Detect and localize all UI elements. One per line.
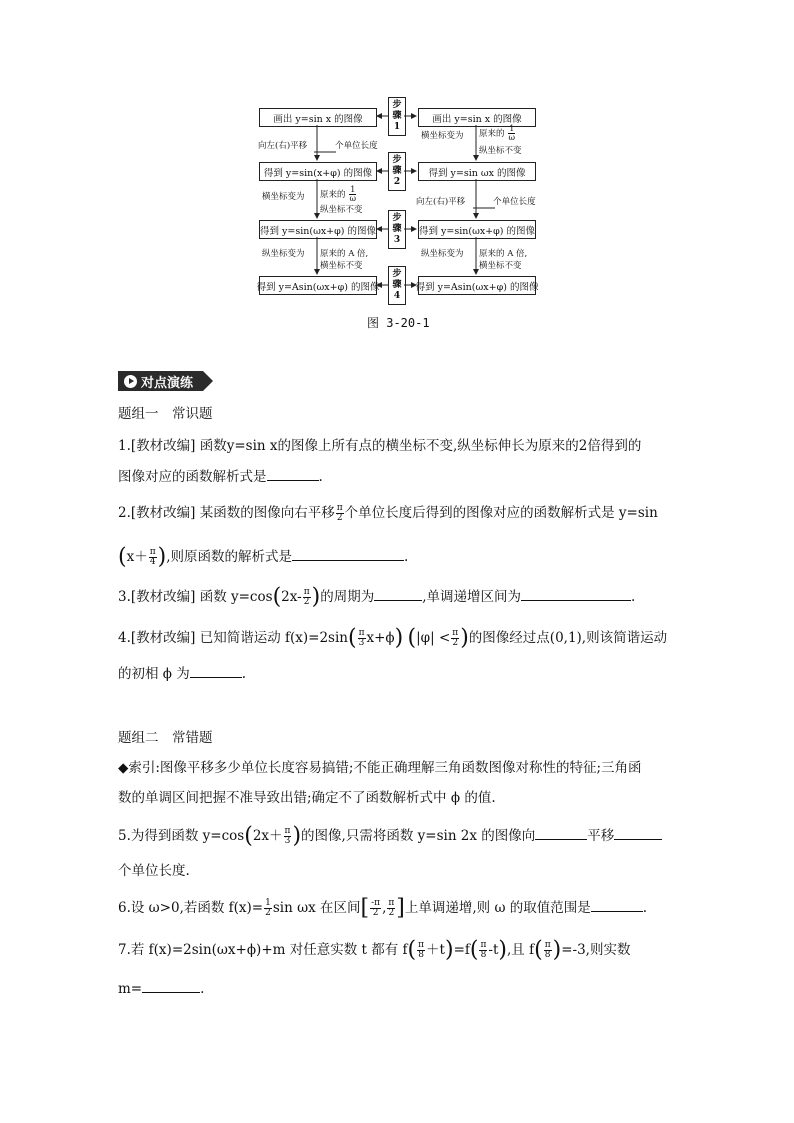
q6b-frac-num: -π [371, 898, 381, 908]
right-box-3: 得到 y=sin(ωx+φ) 的图像 [418, 220, 536, 239]
q4-text-pre: 4.[教材改编] 已知简谐运动 f(x)=2sin [118, 630, 348, 646]
q7-frac3 [544, 941, 552, 960]
q4b-frac-den: 2 [452, 638, 459, 648]
q7-paren1-left: ( [407, 937, 417, 963]
q2-inner: x＋ [126, 549, 148, 565]
q7-frac2 [479, 941, 487, 960]
left-note-2b [320, 186, 357, 203]
flowchart-arrows [0, 0, 794, 330]
section-banner [118, 371, 213, 391]
index-line-b: 数的单调区间把握不准导致出错;确定不了函数解析式中 ϕ 的值. [118, 790, 496, 806]
left-note-2a: 横坐标变为 [262, 192, 305, 202]
q6c-frac-den: 2 [388, 908, 395, 918]
left-note-1-b: 个单位长度 [335, 141, 378, 151]
q4-frac-den: 3 [358, 638, 365, 648]
right-note-2-a: 向左(右)平移 [416, 197, 466, 207]
q3-paren-right: ) [311, 584, 321, 610]
q7-paren3-right: ) [552, 937, 562, 963]
q3-frac-pi-2 [303, 588, 311, 607]
q5-units-blank[interactable] [614, 825, 662, 840]
left-note-3a: 纵坐标变为 [262, 249, 305, 259]
q6-text-post: 上单调递增,则 ω 的取值范围是 [404, 900, 591, 916]
q7-text-pre: 7.若 f(x)=2sin(ωx+ϕ)+m 对任意实数 t 都有 f [118, 942, 408, 958]
q2-paren-right: ) [157, 544, 167, 570]
q3-period-blank[interactable] [374, 586, 422, 601]
right-note-3a: 纵坐标变为 [421, 249, 464, 259]
q5-direction-blank[interactable] [535, 825, 587, 840]
q5-line-a [118, 825, 662, 847]
q4-cond-paren-right: ) [460, 625, 469, 651]
q2-frac-pi-4 [149, 548, 157, 567]
q6c-frac-num: π [388, 898, 395, 908]
q3-paren-left: ( [272, 584, 282, 610]
left-note-3c: 横坐标不变 [320, 261, 363, 271]
q4-text-post: 的图像经过点(0,1),则该简谐运动 [468, 630, 668, 646]
q2-paren-left: ( [118, 544, 127, 570]
q7c-frac-den: 8 [544, 950, 551, 960]
right-box-4: 得到 y=Asin(ωx+φ) 的图像 [418, 276, 536, 295]
q5-paren-left: ( [244, 823, 253, 849]
q6-frac-den: 2 [265, 908, 271, 918]
q4-frac-pi-2 [451, 629, 459, 648]
q6-answer-blank[interactable] [591, 897, 643, 912]
q2b-frac-den: 4 [149, 557, 156, 567]
q7-text-end: =-3,则实数 [561, 942, 631, 958]
q5-text-post: 的图像,只需将函数 y=sin 2x 的图像向 [301, 828, 536, 844]
banner-tip [203, 371, 213, 391]
q2-text-pre: 2.[教材改编] 某函数的图像向右平移 [118, 505, 335, 521]
q2-frac-num: π [336, 503, 343, 513]
q5-frac-num: π [284, 826, 291, 836]
right-note-3c: 横坐标不变 [479, 261, 522, 271]
q3-frac-den: 2 [303, 597, 310, 607]
q6-text-pre: 6.设 ω>0,若函数 f(x)= [118, 900, 264, 916]
q7-paren2-right: ) [498, 937, 507, 963]
right-note-3b: 原来的 A 倍, [479, 249, 528, 259]
group1-title: 题组一 常识题 [118, 406, 213, 422]
q2-text-post: 个单位长度后得到的图像对应的函数解析式是 y=sin [344, 505, 658, 521]
frac-num: 1 [350, 185, 356, 194]
right-note-1c: 纵坐标不变 [479, 146, 522, 156]
q4-text-b: 的初相 ϕ 为 [118, 666, 190, 682]
q5-text-pre: 5.为得到函数 y=cos [118, 828, 245, 844]
q3-text-mid: 的周期为 [320, 589, 375, 605]
step-label-2: 步骤2 [392, 155, 402, 187]
q6-bracket-right: ] [396, 895, 405, 921]
q7-paren3-left: ( [534, 937, 543, 963]
right-note-2 [416, 197, 536, 208]
q4-cond: |φ| < [416, 630, 451, 646]
q4b-frac-num: π [452, 628, 459, 638]
frac-den-right: ω [508, 133, 516, 142]
q1-answer-blank[interactable] [267, 466, 319, 481]
q7-frac1 [417, 941, 425, 960]
q5-paren-right: ) [292, 823, 302, 849]
q6-text-mid: sin ωx 在区间 [272, 900, 361, 916]
q2b-frac-num: π [149, 547, 156, 557]
left-box-3: 得到 y=sin(ωx+φ) 的图像 [259, 220, 377, 239]
q7a-frac-den: 8 [418, 950, 424, 960]
step-label-1: 步骤1 [392, 100, 402, 132]
banner-body [118, 371, 203, 391]
figure-caption: 图 3-20-1 [367, 316, 430, 330]
q3-interval-blank[interactable] [521, 586, 631, 601]
q1-line-a: 1.[教材改编] 函数y=sin x的图像上所有点的横坐标不变,纵坐标伸长为原来的2倍得到的 [118, 438, 642, 454]
q2-line-b: (x＋ $\frac{\pi}{4}$ ),则原函数的解析式是 . [118, 544, 409, 570]
q5-inner: 2x＋ [252, 828, 283, 844]
q6-frac-neg-pi-2 [370, 899, 381, 918]
q2-frac-pi-2 [336, 504, 344, 523]
q2-frac-den: 2 [336, 513, 343, 523]
banner-label: 对点演练 [141, 375, 194, 391]
q3-text-pre: 3.[教材改编] 函数 y=cos [118, 589, 273, 605]
q2-answer-blank[interactable] [292, 546, 404, 561]
q4-paren-left: ( [347, 625, 357, 651]
q7-answer-blank[interactable] [142, 978, 200, 993]
q7-line-a: 7.若 f(x)=2sin(ωx+ϕ)+m 对任意实数 t 都有 f( $\frac{\pi}{8}$ ＋t)=f( $\frac{\pi}{8}$ -t),且 f( $\frac{\pi}{8}$ )=-3,则实数 [118, 937, 631, 963]
q7-line-b: m= . [118, 978, 204, 999]
q7-text-b: m= [118, 981, 143, 997]
left-note-2c: 纵坐标不变 [320, 205, 363, 215]
q6-frac-1-2 [264, 899, 272, 918]
left-box-4: 得到 y=Asin(ωx+φ) 的图像 [259, 276, 377, 295]
q4-paren-right: ) [394, 625, 404, 651]
left-note-1 [258, 141, 378, 152]
q5-frac-pi-3 [284, 827, 292, 846]
left-note-3b: 原来的 A 倍, [320, 249, 369, 259]
q6-frac-pi-2 [387, 899, 395, 918]
step-label-3: 步骤3 [392, 213, 402, 245]
q3-text-mid2: ,单调递增区间为 [422, 589, 521, 605]
q4-answer-blank[interactable] [190, 663, 242, 678]
q1-line-b: 图像对应的函数解析式是 . [118, 466, 323, 487]
q5-frac-den: 3 [284, 836, 291, 846]
q4-frac-num: π [358, 628, 365, 638]
q4-line-b: 的初相 ϕ 为 . [118, 663, 246, 684]
left-note-1-a: 向左(右)平移 [258, 141, 308, 151]
fraction-one-over-omega-right [508, 125, 515, 142]
q2-line-a [118, 503, 658, 523]
q3-line: 3.[教材改编] 函数 y=cos(2x- $\frac{\pi}{2}$ )的周期为 ,单调递增区间为 . [118, 584, 636, 610]
q7a-frac-num: π [418, 940, 425, 950]
fraction-one-over-omega [349, 186, 356, 203]
q1-text-b: 图像对应的函数解析式是 [118, 469, 267, 485]
q7-text-mid: =f [453, 942, 470, 958]
step-label-4: 步骤4 [392, 269, 402, 301]
frac-den: ω [349, 194, 357, 203]
q4-frac-pi-3 [358, 629, 366, 648]
q6-bracket-left: [ [360, 895, 370, 921]
index-line-a: ◆索引:图像平移多少单位长度容易搞错;不能正确理解三角函数图像对称性的特征;三角函 [118, 760, 642, 776]
q5-line-b: 个单位长度. [118, 863, 190, 879]
right-note-1b [479, 125, 516, 142]
right-note-1-b: 原来的 [479, 129, 505, 139]
left-box-1: 画出 y=sin x 的图像 [259, 108, 377, 127]
q7c-frac-num: π [544, 940, 551, 950]
q6b-frac-den: 2 [372, 908, 379, 918]
q2-text-b: ,则原函数的解析式是 [166, 549, 293, 565]
right-note-2-b: 个单位长度 [493, 197, 536, 207]
right-box-2: 得到 y=sin ωx 的图像 [418, 162, 536, 181]
q7-paren1-right: ) [444, 937, 454, 963]
q4-cond-paren-left: ( [407, 625, 417, 651]
right-box-1: 画出 y=sin x 的图像 [418, 108, 536, 127]
group2-title: 题组二 常错题 [118, 730, 213, 746]
q3-frac-num: π [303, 587, 310, 597]
q6-line: 6.设 ω>0,若函数 f(x)= $\frac{1}{2}$ sin ωx 在区间[ $\frac{-\pi}{2}$ , $\frac{\pi}{2}$ ]上单调递增,则 ω 的取值范围是 . [118, 895, 648, 921]
q7b-frac-den: 8 [480, 950, 487, 960]
left-box-2: 得到 y=sin(x+φ) 的图像 [259, 162, 377, 181]
right-note-1a: 横坐标变为 [421, 131, 464, 141]
frac-num-right: 1 [509, 124, 515, 133]
q7-paren2-left: ( [469, 937, 479, 963]
q7-text-post: ,且 f [507, 942, 535, 958]
q7b-frac-num: π [480, 940, 487, 950]
left-note-2-b: 原来的 [320, 190, 346, 200]
q6-frac-num: 1 [265, 898, 271, 908]
q5-text-post2: 平移 [587, 828, 615, 844]
q3-inner: 2x- [281, 589, 302, 605]
play-icon [124, 375, 137, 388]
q4-inner: x+ϕ [366, 630, 395, 646]
q4-line-a [118, 625, 668, 651]
